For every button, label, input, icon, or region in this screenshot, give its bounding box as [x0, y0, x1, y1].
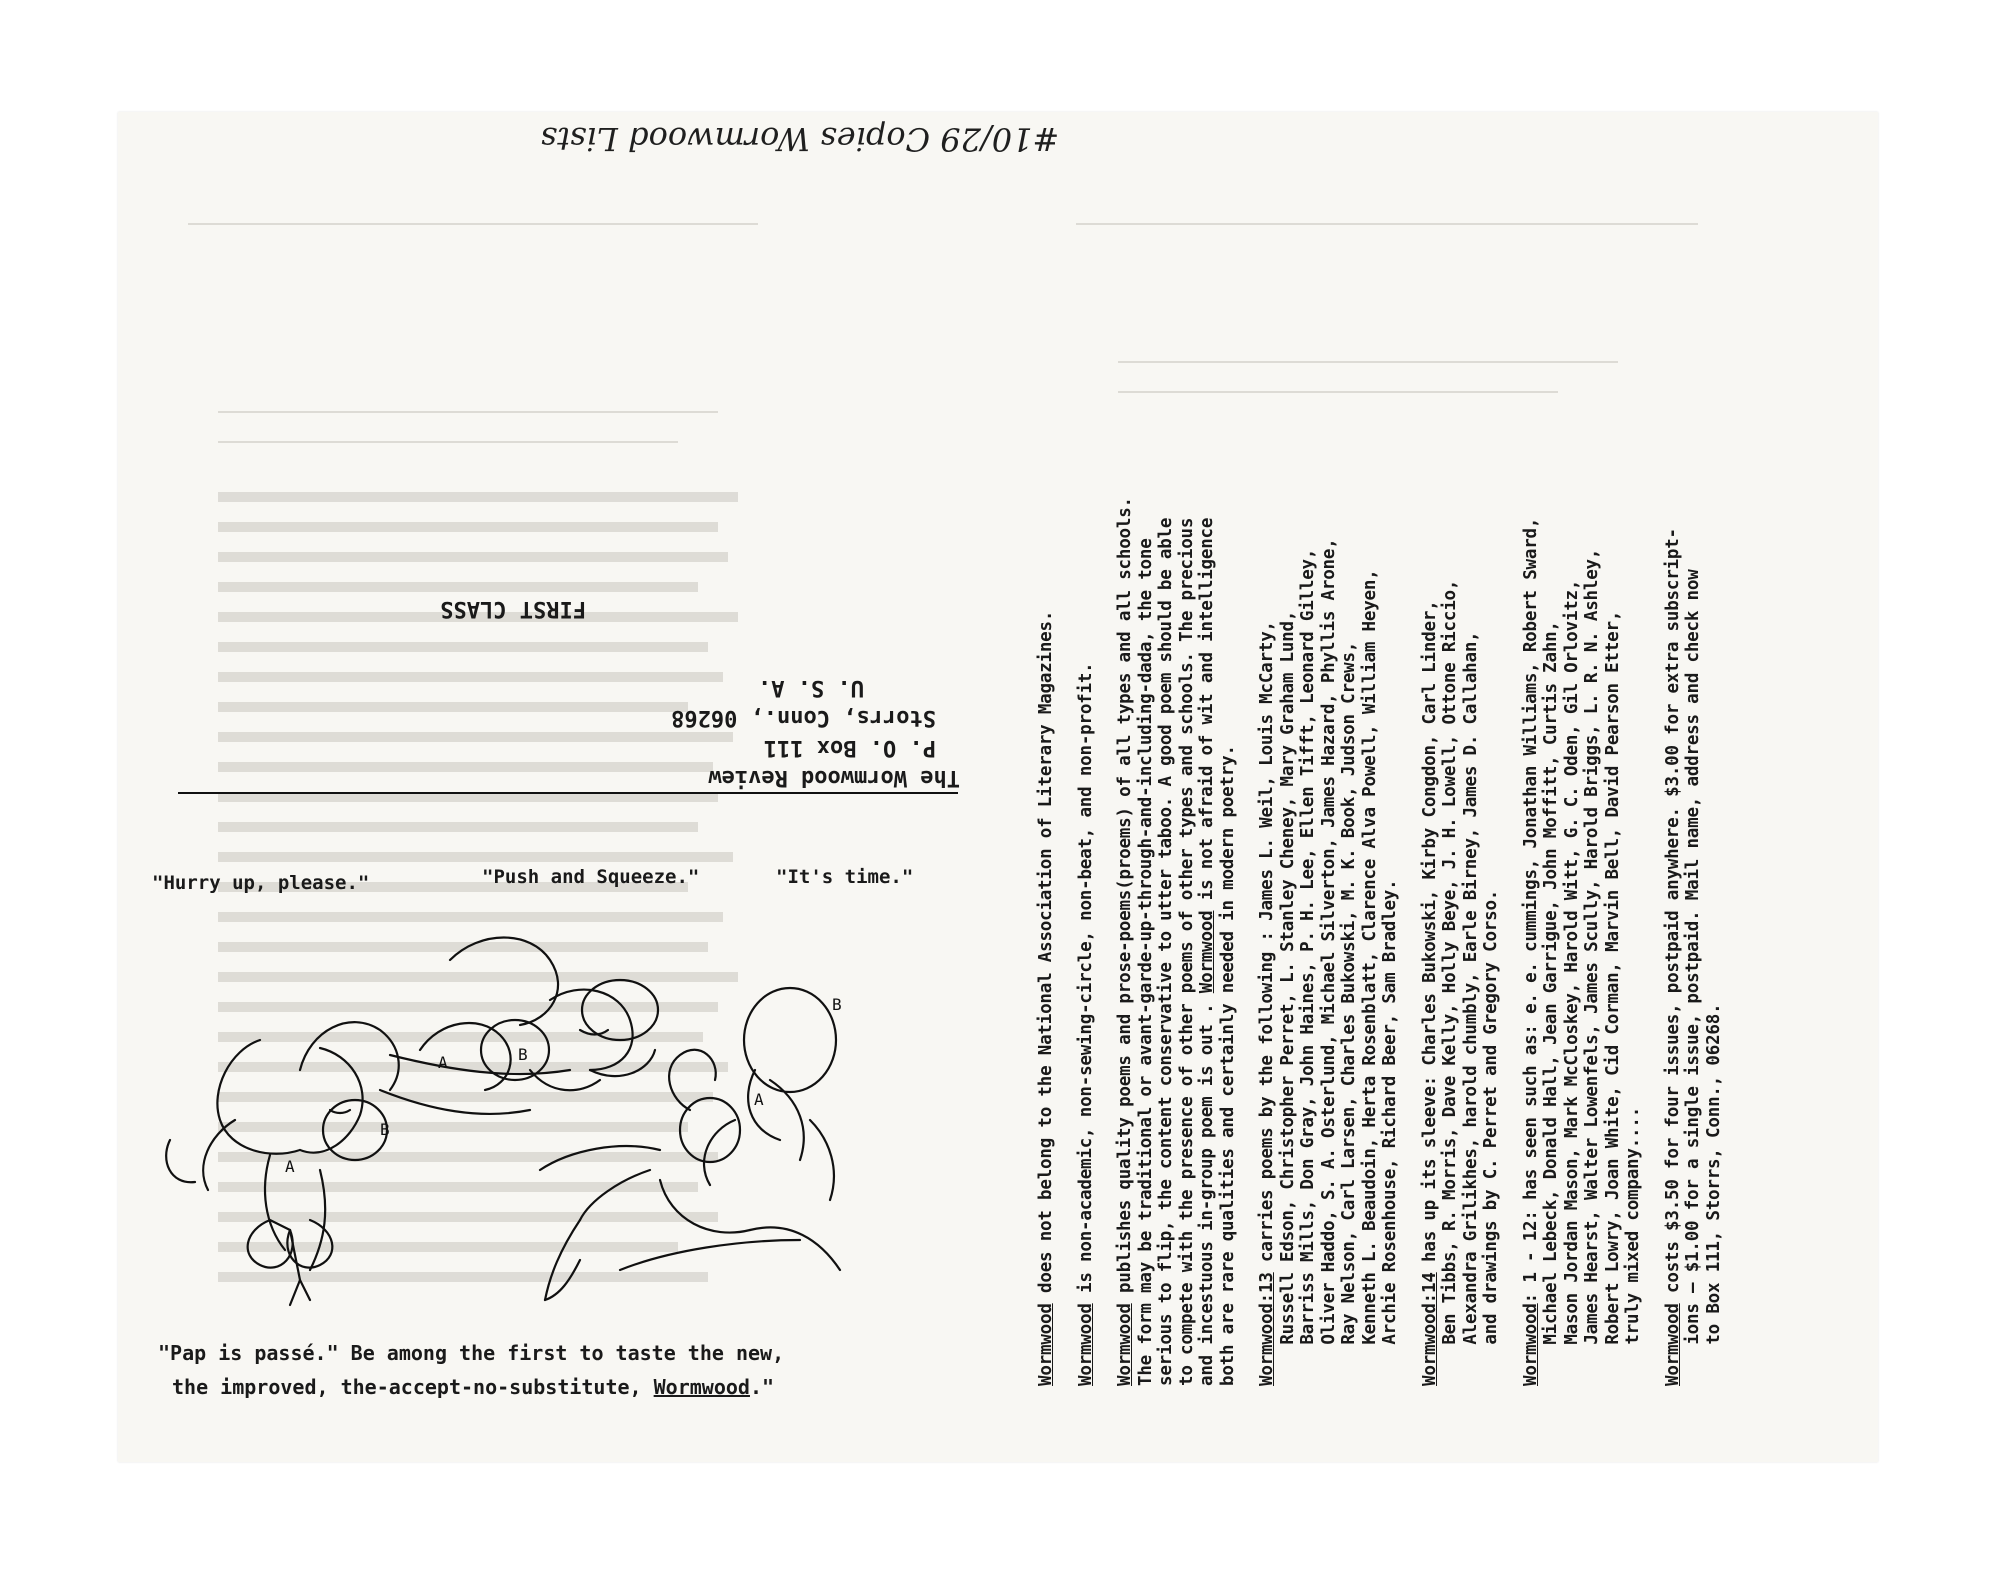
- address-line-4: U. S. A.: [758, 675, 864, 700]
- address-line-3: Storrs, Conn., 06268: [671, 705, 936, 730]
- label-a-center: A: [438, 1053, 448, 1072]
- quote-push-squeeze: "Push and Squeeze.": [482, 866, 700, 888]
- para-issue-13: Wormwood:13 carries poems by the following : James L. Weil, Louis McCarty, Russell Edson, Christopher Perret, L. Stanley Cheney, Mary Graham Lund, Barriss Mills, Don Gray, John Haines, P. H. Lee, Ellen Tifft, Leonard Gilley, Oliver Haddo, S. A. Osterlund, Michael Silverton, James Hazard, Phyllis Arone, Ray Nelson, Carl Larsen, Charles Bukowski, M. K. Book, Judson Crews, Kenneth L. Beaudoin, Herta Rosenblatt, Clarence Alva Powell, William Heyen, Archie Rosenhouse, Richard Beer, Sam Bradley.: [1257, 538, 1400, 1386]
- rotated-text-column: [1036, 186, 1816, 1386]
- label-a-left: A: [285, 1157, 295, 1176]
- para-issues-1-12: Wormwood: 1 - 12: has seen such as: e. e. cummings, Jonathan Williams, Robert Sward, Michael Lebeck, Donald Hall, Jean Garrigue, John Moffitt, Curtis Zahn, Mason Jordan Mason, Mark McCloskey, Harold Witt, G. C. Oden, Gil Orlovitz, James Hearst, Walter Lowenfels, James Scully, Harold Briggs, L. R. N. Ashley, Robert Lowry, Joan White, Cid Corman, Marvin Bell, David Pearson Etter, truly mixed company....: [1520, 517, 1643, 1386]
- para-publishes: Wormwood publishes quality poems and prose-poems(proems) of all types and all schools. The form may be traditional or avant-garde-up-through-and-including-dada, the tone serious to flip, the content conservative to utter taboo. A good poem should be able to compete with the presence of other poems of other types and schools. The precious and incestuous in-group poem is out . Wormwood is not afraid of wit and intelligence both are rare qualities and certainly needed in modern poetry.: [1115, 497, 1238, 1386]
- caption-line-2: the improved, the-accept-no-substitute, Wormwood.": [172, 1375, 775, 1399]
- address-line-2: P. O. Box 111: [763, 735, 936, 760]
- label-b-left: B: [380, 1120, 390, 1139]
- caption-line-1: "Pap is passé." Be among the first to taste the new,: [158, 1341, 785, 1365]
- label-b-right: B: [832, 995, 842, 1014]
- address-block: [660, 672, 960, 800]
- address-line-1: The Wormwood Review: [708, 765, 960, 790]
- quote-hurry-up: "Hurry up, please.": [152, 872, 370, 894]
- para-subscription: Wormwood costs $3.50 for four issues, postpaid anywhere. $3.00 for extra subscript- ions — $1.00 for a single issue, postpaid. Mail name, address and check now to Box 111, Storrs, Conn., 06268.: [1662, 528, 1724, 1386]
- label-b-center: B: [518, 1045, 528, 1064]
- para-association: Wormwood does not belong to the National Association of Literary Magazines.: [1036, 610, 1056, 1386]
- infants-illustration: [150, 920, 910, 1320]
- handwritten-inscription: #10/29 Copies Wormwood Lists: [540, 120, 1060, 158]
- caption-block: [158, 1336, 918, 1404]
- divider-rule: [178, 792, 958, 794]
- postage-class: FIRST CLASS: [440, 596, 586, 621]
- para-issue-14: Wormwood:14 has up its sleeve: Charles Bukowski, Kirby Congdon, Carl Linder, Ben Tibbs, R. Morris, Dave Kelly, Holly Beye, J. H. Lowell, Ottone Riccio, Alexandra Grilikhes, harold chumbly, Earle Birney, James D. Callahan, and drawings by C. Perret and Gregory Corso.: [1419, 579, 1501, 1386]
- caption-brand: Wormwood: [653, 1375, 750, 1399]
- label-a-right: A: [754, 1090, 764, 1109]
- para-non-academic: Wormwood is non-academic, non-sewing-circle, non-beat, and non-profit.: [1075, 662, 1096, 1386]
- quote-its-time: "It's time.": [776, 866, 914, 888]
